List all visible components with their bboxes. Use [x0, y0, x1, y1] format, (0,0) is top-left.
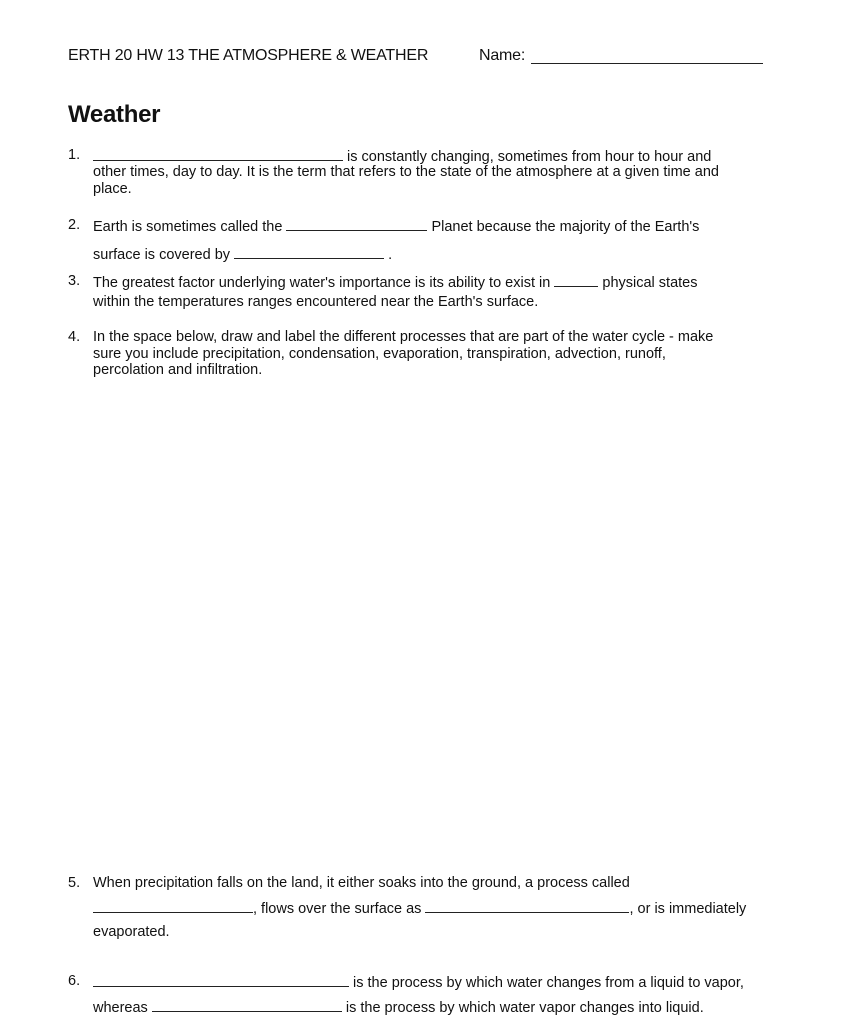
question-3-number: 3.	[68, 273, 81, 289]
question-4-number: 4.	[68, 329, 81, 345]
question-3	[93, 273, 697, 292]
question-2-number: 2.	[68, 217, 81, 233]
q2-blank-2[interactable]	[234, 245, 384, 259]
q5-line-2	[93, 899, 746, 918]
question-1-number: 1.	[68, 147, 81, 163]
q1-text-1: is constantly changing, sometimes from hour to hour and	[347, 149, 712, 165]
q4-line-2: sure you include precipitation, condensation, evaporation, transpiration, advection, runoff,	[93, 346, 666, 362]
q1-blank[interactable]	[93, 147, 343, 161]
q2-line-2	[93, 245, 392, 264]
q3-line-2: within the temperatures ranges encountered near the Earth's surface.	[93, 294, 539, 310]
name-label: Name:	[479, 47, 526, 64]
q6-text-3: is the process by which water vapor changes into liquid.	[345, 1000, 704, 1016]
q2-text-2: Planet because the majority of the Earth's	[431, 219, 700, 235]
q4-line-3: percolation and infiltration.	[93, 362, 263, 378]
q3-text-1: The greatest factor underlying water's importance is its ability to exist in	[93, 275, 551, 291]
q2-text-3: surface is covered by	[93, 247, 231, 263]
q2-text-4: .	[388, 247, 393, 263]
q6-text-1: is the process by which water changes from a liquid to vapor,	[353, 975, 744, 991]
q5-line-1: When precipitation falls on the land, it either soaks into the ground, a process called	[93, 875, 630, 891]
q3-blank[interactable]	[554, 273, 598, 287]
drawing-area[interactable]	[68, 390, 768, 860]
q5-line-3: evaporated.	[93, 924, 170, 940]
q1-line-2: other times, day to day. It is the term that refers to the state of the atmosphere at a given time and	[93, 164, 719, 180]
question-2	[93, 217, 699, 236]
q5-blank-2[interactable]	[425, 899, 629, 913]
question-6-number: 6.	[68, 973, 81, 989]
course-title: ERTH 20 HW 13 THE ATMOSPHERE & WEATHER	[68, 47, 429, 64]
name-blank[interactable]	[531, 50, 763, 64]
q5-blank-1[interactable]	[93, 899, 253, 913]
q6-blank-2[interactable]	[152, 998, 342, 1012]
q2-text-1: Earth is sometimes called the	[93, 219, 283, 235]
q5-text-2: , flows over the surface as	[253, 901, 422, 917]
q6-blank-1[interactable]	[93, 973, 349, 987]
question-5-number: 5.	[68, 875, 81, 891]
q5-text-3: , or is immediately	[629, 901, 747, 917]
section-title: Weather	[68, 101, 161, 128]
q6-text-2: whereas	[93, 1000, 148, 1016]
q1-line-3: place.	[93, 181, 132, 197]
q3-text-2: physical states	[602, 275, 698, 291]
q2-blank-1[interactable]	[286, 217, 427, 231]
question-6	[93, 973, 744, 992]
q4-line-1: In the space below, draw and label the different processes that are part of the water cycle - make	[93, 329, 714, 345]
q6-line-2	[93, 998, 704, 1017]
